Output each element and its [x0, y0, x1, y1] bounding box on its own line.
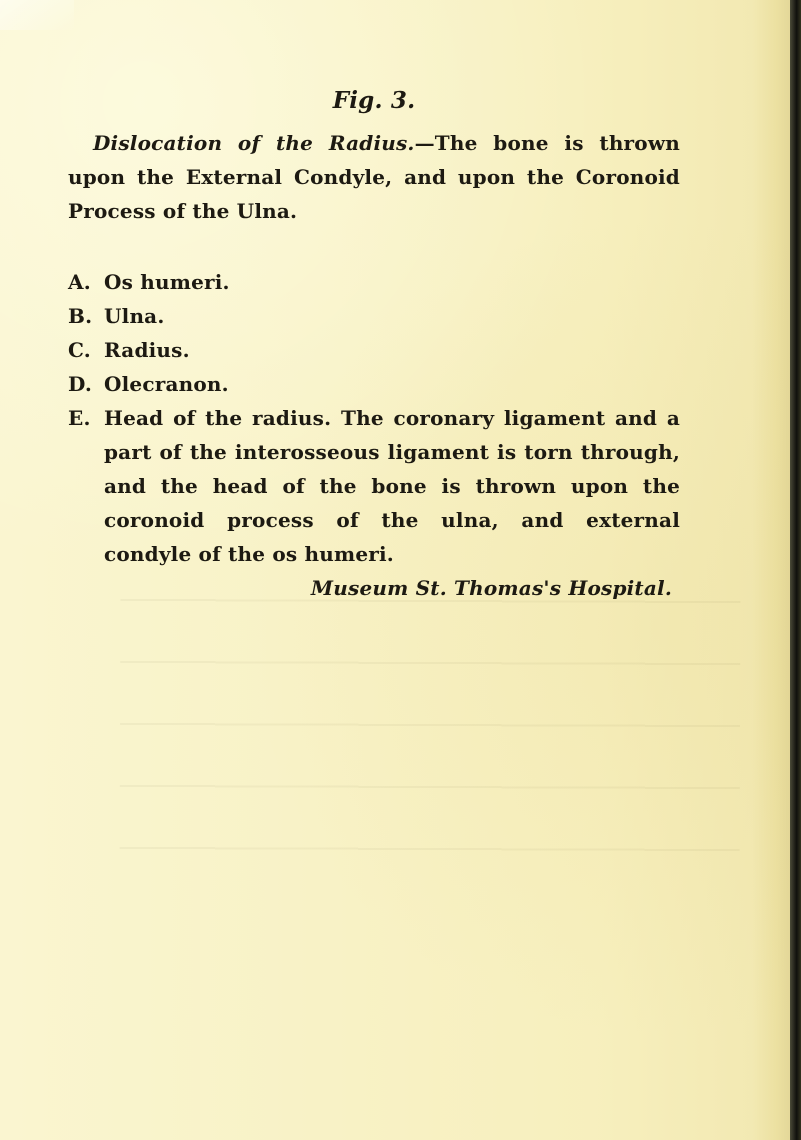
- document-content: [68, 88, 680, 605]
- legend-text: Olecranon.: [104, 372, 229, 396]
- page-right-edge: [790, 0, 801, 1140]
- legend-letter: D.: [68, 372, 92, 396]
- paper-corner-highlight: [0, 0, 74, 30]
- figure-caption: [68, 126, 680, 228]
- figure-title: Fig. 3.: [332, 87, 416, 114]
- specimen-source: Museum St. Thomas's Hospital.: [310, 576, 672, 600]
- legend-text: Radius.: [104, 338, 190, 362]
- caption-lead: Dislocation of the Radius.: [93, 131, 415, 155]
- legend-item-e: [68, 401, 680, 571]
- legend-item-d: [68, 367, 680, 401]
- legend-item-a: [68, 265, 680, 299]
- legend-item-c: [68, 333, 680, 367]
- legend-letter: E.: [68, 406, 91, 430]
- legend-text: Ulna.: [104, 304, 165, 328]
- legend-letter: B.: [68, 304, 93, 328]
- page-fold-shadow: [752, 0, 790, 1140]
- figure-legend: [68, 265, 680, 571]
- legend-text: Head of the radius. The coronary ligament and a part of the interosseous ligament is torn through, and the head of the bone is thrown upon the coronoid process of the ulna, and external condyle of the os humeri.: [104, 406, 680, 566]
- legend-letter: C.: [68, 338, 91, 362]
- legend-text: Os humeri.: [104, 270, 230, 294]
- caption-rest: —The bone is thrown upon the External Condyle, and upon the Coronoid Process of the Ulna.: [68, 131, 680, 223]
- legend-item-b: [68, 299, 680, 333]
- legend-letter: A.: [68, 270, 91, 294]
- paper-show-through-texture: [119, 579, 740, 881]
